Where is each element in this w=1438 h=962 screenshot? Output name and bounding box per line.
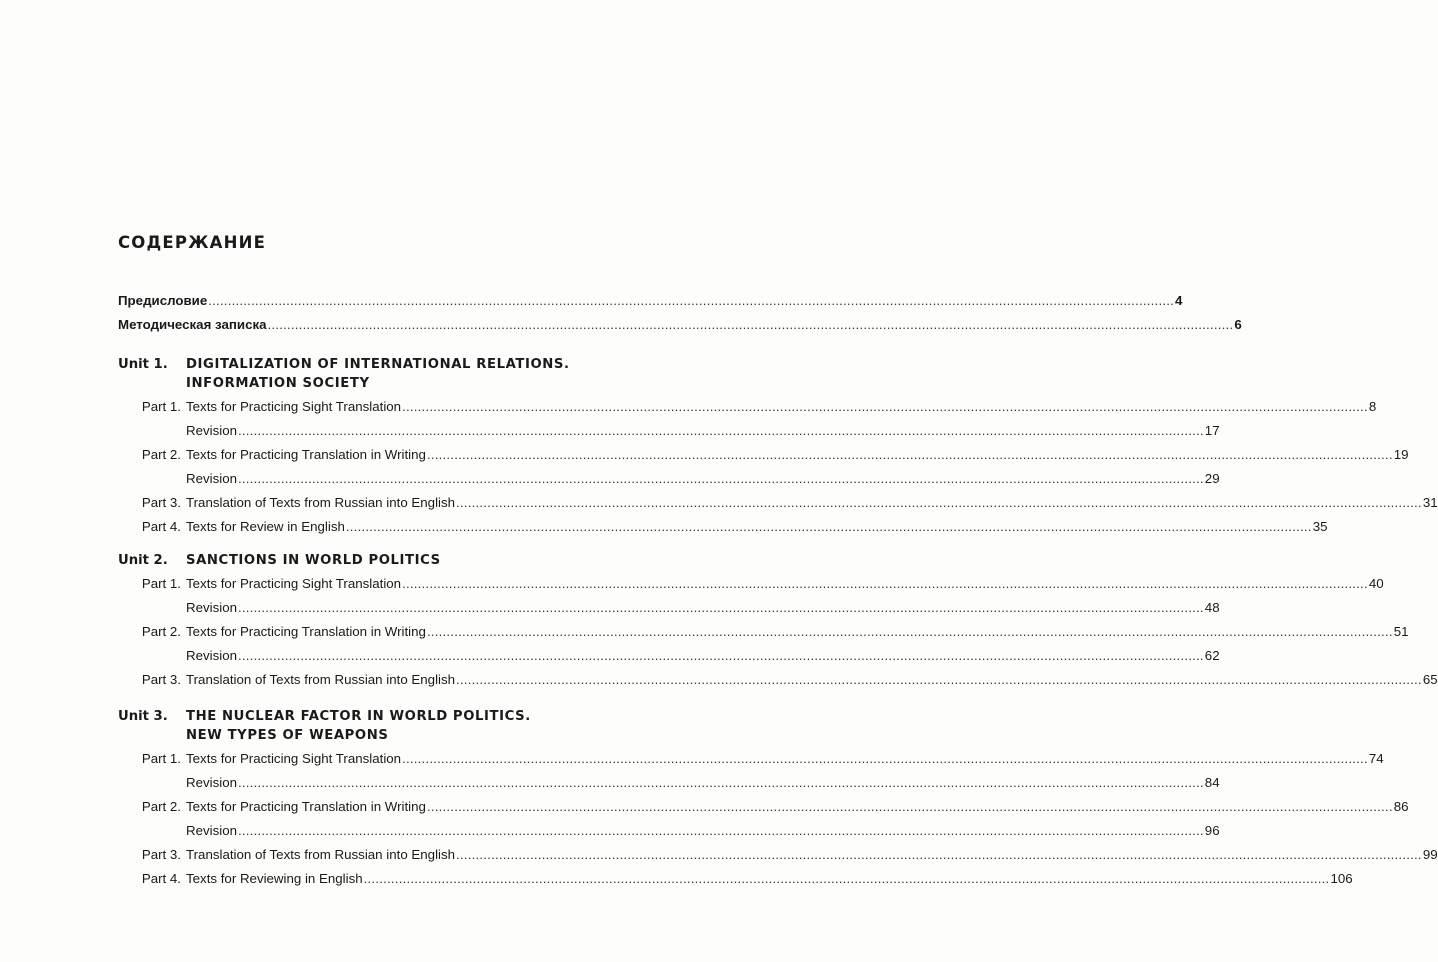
entry-title: Revision	[186, 823, 237, 838]
entry-page: 48	[1204, 600, 1220, 615]
leader-dots	[268, 313, 1234, 337]
entry-title: Revision	[186, 423, 237, 438]
part-label: Part 4.	[141, 871, 181, 886]
leader-dots	[402, 572, 1368, 596]
part-label: Part 1.	[141, 399, 181, 414]
part-label: Part 2.	[141, 799, 181, 814]
toc-entry[interactable]	[118, 747, 1384, 771]
entry-page: 62	[1204, 648, 1220, 663]
unit-label: Unit 1.	[118, 357, 168, 372]
toc-entry[interactable]	[118, 572, 1384, 596]
part-label: Part 3.	[141, 847, 181, 862]
entry-title: Методическая записка	[118, 317, 267, 332]
entry-page: 86	[1393, 799, 1409, 814]
entry-page: 84	[1204, 775, 1220, 790]
part-label: Part 1.	[141, 576, 181, 591]
entry-page: 31	[1422, 495, 1438, 510]
entry-title: Texts for Practicing Translation in Writing	[186, 624, 426, 639]
entry-title: Texts for Practicing Sight Translation	[186, 399, 402, 414]
entry-title: Translation of Texts from Russian into English	[186, 847, 456, 862]
entry-title: Revision	[186, 471, 237, 486]
toc-entry-preface[interactable]	[118, 289, 1183, 313]
entry-title: Texts for Practicing Translation in Writing	[186, 799, 426, 814]
unit-title	[186, 551, 441, 570]
toc-entry[interactable]	[118, 843, 1438, 867]
unit-heading[interactable]	[118, 551, 615, 570]
unit-title-line: THE NUCLEAR FACTOR IN WORLD POLITICS.	[186, 709, 531, 724]
unit-title	[186, 355, 570, 393]
entry-title: Предисловие	[118, 293, 208, 308]
part-label: Part 3.	[141, 672, 181, 687]
unit-3	[118, 707, 1438, 891]
entry-title: Texts for Review in English	[186, 519, 345, 534]
leader-dots	[238, 596, 1204, 620]
toc-entry[interactable]	[118, 620, 1409, 644]
toc-entry[interactable]	[118, 771, 1220, 795]
toc-entry[interactable]	[118, 668, 1438, 692]
entry-title: Revision	[186, 600, 237, 615]
entry-page: 6	[1234, 317, 1242, 332]
leader-dots	[346, 515, 1312, 539]
unit-label: Unit 3.	[118, 709, 168, 724]
entry-page: 8	[1368, 399, 1377, 414]
part-label: Part 4.	[141, 519, 181, 534]
entry-title: Texts for Reviewing in English	[186, 871, 363, 886]
unit-heading[interactable]	[118, 707, 615, 745]
leader-dots	[456, 668, 1422, 692]
unit-title-line: SANCTIONS IN WORLD POLITICS	[186, 553, 441, 568]
part-label: Part 3.	[141, 495, 181, 510]
leader-dots	[402, 395, 1368, 419]
leader-dots	[456, 491, 1422, 515]
entry-page: 35	[1312, 519, 1328, 534]
entry-page: 65	[1422, 672, 1438, 687]
entry-title: Translation of Texts from Russian into English	[186, 672, 456, 687]
entry-title: Texts for Practicing Translation in Writing	[186, 447, 426, 462]
entry-page: 74	[1368, 751, 1384, 766]
leader-dots	[238, 467, 1204, 491]
entry-page: 4	[1175, 293, 1183, 308]
toc-entry-method-note[interactable]	[118, 313, 1242, 337]
leader-dots	[456, 843, 1422, 867]
toc-heading: СОДЕРЖАНИЕ	[118, 233, 267, 252]
leader-dots	[238, 644, 1204, 668]
leader-dots	[427, 620, 1393, 644]
leader-dots	[238, 771, 1204, 795]
toc-entry[interactable]	[118, 491, 1438, 515]
entry-title: Revision	[186, 775, 237, 790]
toc-entry[interactable]	[118, 819, 1220, 843]
unit-heading[interactable]	[118, 355, 615, 393]
entry-page: 17	[1204, 423, 1220, 438]
entry-title: Texts for Practicing Sight Translation	[186, 576, 402, 591]
unit-title-line: INFORMATION SOCIETY	[186, 376, 370, 391]
toc-entry[interactable]	[118, 795, 1409, 819]
toc-entry[interactable]	[118, 515, 1328, 539]
unit-2	[118, 551, 1438, 692]
leader-dots	[427, 443, 1393, 467]
entry-title: Translation of Texts from Russian into English	[186, 495, 456, 510]
unit-title	[186, 707, 531, 745]
leader-dots	[238, 419, 1204, 443]
entry-page: 96	[1204, 823, 1220, 838]
toc-entry[interactable]	[118, 419, 1220, 443]
toc-entry[interactable]	[118, 395, 1377, 419]
part-label: Part 2.	[141, 447, 181, 462]
toc-entry[interactable]	[118, 467, 1220, 491]
entry-page: 29	[1204, 471, 1220, 486]
toc-entry[interactable]	[118, 867, 1353, 891]
entry-page: 19	[1393, 447, 1409, 462]
part-label: Part 1.	[141, 751, 181, 766]
leader-dots	[427, 795, 1393, 819]
entry-page: 99	[1422, 847, 1438, 862]
unit-title-line: NEW TYPES OF WEAPONS	[186, 728, 389, 743]
toc-entry[interactable]	[118, 644, 1220, 668]
toc-entry[interactable]	[118, 443, 1409, 467]
entry-title: Revision	[186, 648, 237, 663]
unit-1	[118, 355, 1438, 539]
leader-dots	[364, 867, 1330, 891]
part-label: Part 2.	[141, 624, 181, 639]
entry-page: 40	[1368, 576, 1384, 591]
entry-page: 106	[1330, 871, 1353, 886]
leader-dots	[208, 289, 1174, 313]
leader-dots	[402, 747, 1368, 771]
entry-page: 51	[1393, 624, 1409, 639]
toc-list	[118, 289, 1438, 891]
unit-label: Unit 2.	[118, 553, 168, 568]
unit-title-line: DIGITALIZATION OF INTERNATIONAL RELATIONS.	[186, 357, 570, 372]
leader-dots	[238, 819, 1204, 843]
entry-title: Texts for Practicing Sight Translation	[186, 751, 402, 766]
toc-entry[interactable]	[118, 596, 1220, 620]
